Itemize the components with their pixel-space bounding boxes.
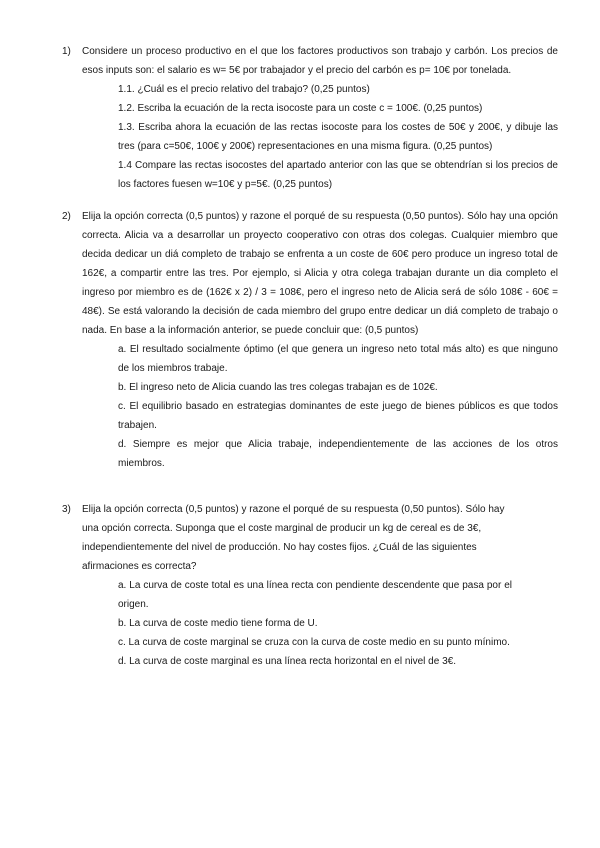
question-intro: Elija la opción correcta (0,5 puntos) y razone el porqué de su respuesta (0,50 puntos). Sólo hay una opción correcta. Suponga que el coste marginal de producir un kg de cereal es de 3€, independientemente del nivel de producción. No hay costes fijos. ¿Cuál de las siguientes afirmaciones es correcta? [82,504,505,572]
option-c: c. El equilibrio basado en estrategias dominantes de este juego de bienes públicos es que todos trabajen. [118,401,558,431]
option-c: c. La curva de coste marginal se cruza con la curva de coste medio en su punto mínimo. [118,637,510,648]
question-intro: Elija la opción correcta (0,5 puntos) y razone el porqué de su respuesta (0,50 puntos). Sólo hay una opción correcta. Alicia va a desarrollar un proyecto cooperativo con otras dos colegas. Cualquier miembro que decida dedicar un diá completo de trabajo se enfrenta a un coste de 60€ pero produce un ingreso total de 162€, a compartir entre las tres. Por ejemplo, si Alicia y otra colega trabajan durante un dia completo el ingreso por miembro es de (162€ x 2) / 3 = 108€, pero el ingreso neto de Alicia será de sólo 108€ - 60€ = 48€). Se está valorando la decisión de cada miembro del grupo entre dedicar un diá completo de trabajo o nada. En base a la información anterior, se puede concluir que: (0,5 puntos) [82,211,558,336]
question-number: 3) [62,504,71,515]
option-b: b. El ingreso neto de Alicia cuando las tres colegas trabajan es de 102€. [118,382,438,393]
question-3 [62,500,558,671]
option-a: a. El resultado socialmente óptimo (el que genera un ingreso neto total más alto) es que ninguno de los miembros trabaje. [118,344,558,374]
sub-item: 1.1. ¿Cuál es el precio relativo del trabajo? (0,25 puntos) [118,84,370,95]
option-d: d. La curva de coste marginal es una línea recta horizontal en el nivel de 3€. [118,656,456,667]
question-body [82,42,558,194]
answer-options [118,340,558,473]
sub-items [118,80,558,194]
question-number: 2) [62,211,71,222]
option-a: a. La curva de coste total es una línea recta con pendiente descendente que pasa por el origen. [118,580,512,610]
sub-item: 1.2. Escriba la ecuación de la recta isocoste para un coste c = 100€. (0,25 puntos) [118,103,483,114]
question-body [82,500,512,671]
question-number: 1) [62,46,71,57]
answer-options [118,576,512,671]
question-1 [62,42,558,194]
sub-item: 1.3. Escriba ahora la ecuación de las rectas isocoste para los costes de 50€ y 200€, y dibuje las tres (para c=50€, 100€ y 200€) representaciones en una misma figura. (0,25 puntos) [118,122,558,152]
question-intro: Considere un proceso productivo en el que los factores productivos son trabajo y carbón. Los precios de esos inputs son: el salario es w= 5€ por trabajador y el precio del carbón es p= 10€ por tonelada. [82,46,558,76]
question-2 [62,207,558,473]
option-b: b. La curva de coste medio tiene forma de U. [118,618,318,629]
option-d: d. Siempre es mejor que Alicia trabaje, independientemente de las acciones de los otros miembros. [118,439,558,469]
sub-item: 1.4 Compare las rectas isocostes del apartado anterior con las que se obtendrían si los precios de los factores fuesen w=10€ y p=5€. (0,25 puntos) [118,160,558,190]
question-body [82,207,558,473]
